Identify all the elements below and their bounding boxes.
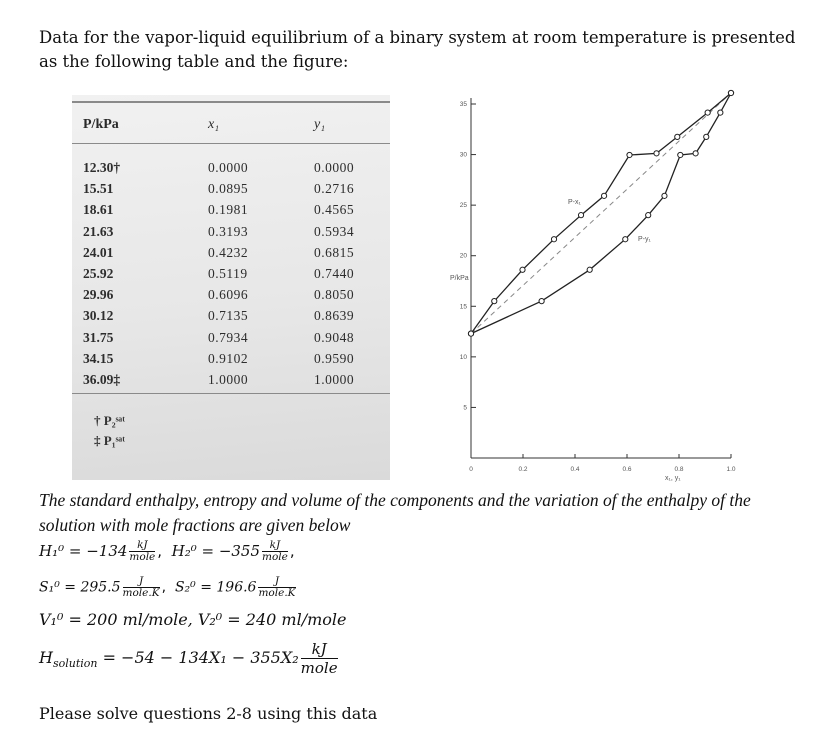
- px-data-point: [705, 110, 710, 115]
- table-cell: 0.0000: [314, 160, 355, 175]
- header-y1: y₁: [314, 117, 326, 132]
- x-tick-label: 0: [469, 466, 473, 473]
- table-cell: 15.51: [83, 181, 114, 197]
- table-cell: 0.9102: [208, 350, 249, 366]
- header-pressure: P/kPa: [83, 117, 119, 132]
- x-tick-label: 1.0: [726, 466, 736, 473]
- y-tick-label: 35: [459, 101, 467, 108]
- table-cell: 0.0000: [208, 160, 249, 175]
- table-cell: 31.75: [83, 329, 114, 345]
- y-tick-label: 30: [459, 151, 467, 159]
- unit-fraction: $\frac{J}{\text{mole.K}}$: [258, 575, 296, 599]
- table-cell: 0.8639: [314, 308, 355, 324]
- py-data-point: [662, 193, 667, 198]
- chart-axes: [471, 93, 731, 458]
- pressure-column: [83, 157, 120, 390]
- header-x1: x₁: [208, 117, 220, 132]
- s2-eq: S₂⁰ = 196.6: [174, 579, 257, 596]
- table-cell: 12.30†: [83, 160, 121, 175]
- enthalpy-line: H₁⁰ = −134 $\frac{kJ}{\text{mole}}$ , H₂⁰ = −355 $\frac{kJ}{\text{mole}}$ ,: [39, 539, 295, 563]
- raoult-diagonal-line: [471, 93, 731, 334]
- hsol-symbol: H: [39, 648, 53, 667]
- py-data-point: [704, 134, 709, 139]
- volume-line: [39, 610, 346, 629]
- py-data-point: [693, 151, 698, 156]
- table-cell: 1.0000: [208, 371, 249, 387]
- table-cell: 0.7135: [208, 308, 249, 324]
- x-tick-label: 0.4: [570, 466, 580, 473]
- table-cell: 34.15: [83, 350, 114, 366]
- table-cell: 24.01: [83, 244, 114, 260]
- unit-fraction: $\frac{J}{\text{mole.K}}$: [122, 575, 160, 599]
- table-bottom-rule: [72, 393, 390, 394]
- table-cell: 18.61: [83, 202, 114, 218]
- table-cell: 0.2716: [314, 181, 355, 197]
- y-tick-label: 15: [459, 303, 467, 311]
- px-data-point: [654, 151, 659, 156]
- px-data-point: [520, 267, 525, 272]
- table-cell: 0.1981: [208, 202, 249, 218]
- table-cell: 0.0895: [208, 181, 249, 197]
- table-cell: 29.96: [83, 287, 114, 303]
- table-cell: 0.9590: [314, 350, 355, 366]
- y-axis-label: P/kPa: [450, 275, 469, 282]
- table-cell: 25.92: [83, 265, 114, 281]
- py-data-point: [646, 213, 651, 218]
- table-cell: 0.4565: [314, 202, 355, 218]
- table-cell: 0.5119: [208, 265, 248, 281]
- y-tick-label: 5: [463, 404, 467, 412]
- x-axis-label: x₁, y₁: [665, 475, 681, 482]
- x-tick-label: 0.2: [518, 466, 528, 473]
- table-cell: 30.12: [83, 308, 114, 324]
- px-data-point: [627, 152, 632, 157]
- annotation-p-y1: P-y₁: [638, 236, 651, 243]
- y1-column: [314, 157, 354, 390]
- intro-text: Data for the vapor-liquid equilibrium of a binary system at room temperature is presented as the following table and the figure:: [39, 28, 796, 71]
- chart-ticks: [460, 101, 736, 473]
- y-tick-label: 20: [459, 252, 467, 260]
- unit-fraction: $\frac{kJ}{\text{mole}}$: [129, 539, 156, 563]
- px-data-point: [601, 193, 606, 198]
- px-data-point: [578, 213, 583, 218]
- table-cell: 0.5934: [314, 223, 355, 239]
- pxy-diagram: [440, 80, 808, 485]
- py-data-point: [623, 237, 628, 242]
- table-cell: 0.9048: [314, 329, 355, 345]
- vle-data-table: [72, 95, 390, 480]
- x-tick-label: 0.6: [622, 466, 632, 473]
- table-cell: 0.3193: [208, 223, 249, 239]
- y-tick-label: 10: [459, 353, 467, 361]
- py-data-point: [718, 110, 723, 115]
- unit-fraction: $\frac{kJ}{\text{mole}}$: [300, 640, 338, 677]
- table-cell: 0.7934: [208, 329, 249, 345]
- py-data-point: [539, 299, 544, 304]
- py-data-point: [728, 90, 733, 95]
- table-cell: 36.09‡: [83, 371, 121, 387]
- hsol-rhs: = −54 − 134X₁ − 355X₂: [102, 648, 299, 667]
- table-cell: 0.7440: [314, 265, 355, 281]
- h2-eq: H₂⁰ = −355: [171, 542, 261, 560]
- table-cell: 1.0000: [314, 371, 355, 387]
- py-data-point: [678, 152, 683, 157]
- table-cell: 0.6096: [208, 287, 249, 303]
- py-data-point: [587, 267, 592, 272]
- table-header-rule: [72, 143, 390, 144]
- hsol-subscript: solution: [52, 657, 98, 671]
- outro-text: Please solve questions 2-8 using this data: [39, 704, 378, 723]
- solution-enthalpy-line: [39, 640, 340, 677]
- volume-eq: V₁⁰ = 200 ml/mole, V₂⁰ = 240 ml/mole: [39, 610, 347, 629]
- table-cell: 0.4232: [208, 244, 249, 260]
- entropy-line: S₁⁰ = 295.5 $\frac{J}{\text{mole.K}}$ , S₂⁰ = 196.6 $\frac{J}{\text{mole.K}}$: [39, 575, 296, 599]
- y-tick-label: 25: [459, 202, 467, 210]
- table-cell: 21.63: [83, 223, 114, 239]
- px-data-point: [551, 237, 556, 242]
- x1-column: [208, 157, 248, 390]
- footnote-p1sat: ‡ P₁ˢᵃᵗ: [94, 433, 125, 448]
- px-data-point: [492, 299, 497, 304]
- table-cell: 0.6815: [314, 244, 355, 260]
- unit-fraction: $\frac{kJ}{\text{mole}}$: [262, 539, 288, 563]
- description-text: The standard enthalpy, entropy and volume of the components and the variation of the enthalpy of the solution with mole fractions are given below: [39, 490, 751, 535]
- h1-eq: H₁⁰ = −134: [39, 542, 128, 560]
- x-tick-label: 0.8: [674, 466, 684, 473]
- table-cell: 0.8050: [314, 287, 355, 303]
- table-top-rule: [72, 101, 390, 103]
- footnote-p2sat: † P₂ˢᵃᵗ: [94, 413, 125, 428]
- annotation-p-x1: P-x₁: [568, 199, 581, 206]
- px-data-point: [675, 134, 680, 139]
- py-data-point: [468, 331, 473, 336]
- s1-eq: S₁⁰ = 295.5: [39, 579, 121, 596]
